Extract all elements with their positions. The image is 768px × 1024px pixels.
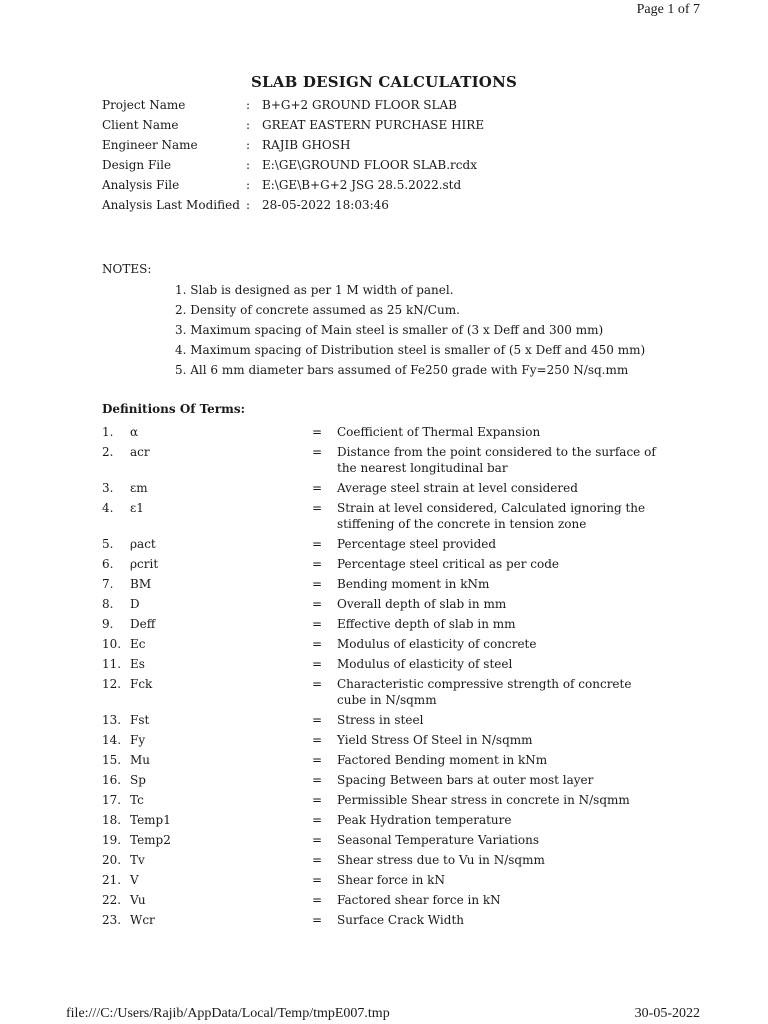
definition-row (102, 710, 662, 730)
definition-symbol: εm (130, 481, 148, 495)
definition-equals: = (312, 617, 323, 631)
document-title: SLAB DESIGN CALCULATIONS (250, 73, 518, 91)
definitions-list (102, 422, 662, 930)
definition-description: Permissible Shear stress in concrete in N/sqmm (337, 793, 630, 807)
definition-symbol: BM (130, 577, 152, 591)
definition-row (102, 554, 662, 574)
definition-symbol: Fst (130, 713, 150, 727)
definition-row (102, 870, 662, 890)
definition-symbol: Fy (130, 733, 146, 747)
meta-separator: : (246, 98, 251, 112)
definition-number: 14. (102, 733, 122, 747)
definition-description: Strain at level considered, Calculated ignoring the stiffening of the concrete in tension zone (337, 501, 646, 531)
definition-description: Spacing Between bars at outer most layer (337, 773, 594, 787)
meta-separator: : (246, 138, 251, 152)
definition-row (102, 674, 662, 710)
note-item: 2. Density of concrete assumed as 25 kN/Cum. (175, 303, 460, 317)
definition-number: 22. (102, 893, 122, 907)
definition-row (102, 422, 662, 442)
definition-symbol: acr (130, 445, 150, 459)
definition-symbol: α (130, 425, 139, 439)
meta-value: E:\GE\B+G+2 JSG 28.5.2022.std (262, 178, 462, 192)
definition-description: Surface Crack Width (337, 913, 464, 927)
definition-symbol: V (130, 873, 139, 887)
definition-equals: = (312, 753, 323, 767)
definition-symbol: Temp2 (130, 833, 171, 847)
definition-number: 6. (102, 557, 114, 571)
definition-description: Modulus of elasticity of steel (337, 657, 513, 671)
definition-number: 23. (102, 913, 122, 927)
definition-row (102, 478, 662, 498)
definition-symbol: Vu (130, 893, 146, 907)
definition-description: Bending moment in kNm (337, 577, 490, 591)
definition-symbol: Temp1 (130, 813, 171, 827)
meta-separator: : (246, 178, 251, 192)
definition-equals: = (312, 657, 323, 671)
definition-number: 18. (102, 813, 122, 827)
meta-separator: : (246, 158, 251, 172)
meta-separator: : (246, 118, 251, 132)
definition-row (102, 574, 662, 594)
meta-label: Design File (102, 158, 172, 172)
definition-symbol: Deff (130, 617, 156, 631)
definition-number: 8. (102, 597, 114, 611)
meta-row-engineer-name (102, 135, 484, 155)
page-number: Page 1 of 7 (636, 2, 700, 17)
definition-number: 15. (102, 753, 122, 767)
definition-number: 11. (102, 657, 122, 671)
definition-equals: = (312, 557, 323, 571)
definition-number: 7. (102, 577, 114, 591)
definition-symbol: ρact (130, 537, 156, 551)
definition-equals: = (312, 537, 323, 551)
definition-number: 2. (102, 445, 114, 459)
definition-row (102, 890, 662, 910)
definition-description: Characteristic compressive strength of concrete cube in N/sqmm (337, 677, 632, 707)
note-item: 4. Maximum spacing of Distribution steel is smaller of (5 x Deff and 450 mm) (175, 343, 646, 357)
definition-equals: = (312, 577, 323, 591)
definition-equals: = (312, 713, 323, 727)
meta-label: Engineer Name (102, 138, 198, 152)
definition-equals: = (312, 733, 323, 747)
definition-row (102, 910, 662, 930)
meta-label: Analysis File (102, 178, 180, 192)
definition-number: 19. (102, 833, 122, 847)
definition-equals: = (312, 637, 323, 651)
footer-date: 30-05-2022 (634, 1006, 700, 1021)
definition-description: Overall depth of slab in mm (337, 597, 507, 611)
meta-value: B+G+2 GROUND FLOOR SLAB (262, 98, 457, 112)
definition-number: 12. (102, 677, 122, 691)
definition-row (102, 730, 662, 750)
definition-row (102, 654, 662, 674)
meta-value: 28-05-2022 18:03:46 (262, 198, 389, 212)
definition-description: Factored shear force in kN (337, 893, 501, 907)
definition-equals: = (312, 597, 323, 611)
definition-equals: = (312, 501, 323, 515)
meta-value: E:\GE\GROUND FLOOR SLAB.rcdx (262, 158, 477, 172)
definition-row (102, 770, 662, 790)
definition-number: 1. (102, 425, 114, 439)
definition-number: 16. (102, 773, 122, 787)
definition-number: 3. (102, 481, 114, 495)
definition-description: Modulus of elasticity of concrete (337, 637, 537, 651)
meta-value: RAJIB GHOSH (262, 138, 351, 152)
definition-equals: = (312, 833, 323, 847)
definition-equals: = (312, 813, 323, 827)
definition-description: Factored Bending moment in kNm (337, 753, 548, 767)
definition-number: 9. (102, 617, 114, 631)
definition-number: 10. (102, 637, 122, 651)
definition-row (102, 614, 662, 634)
meta-row-analysis-file (102, 175, 484, 195)
definition-symbol: Wcr (130, 913, 155, 927)
definition-number: 17. (102, 793, 122, 807)
definition-row (102, 534, 662, 554)
definition-description: Yield Stress Of Steel in N/sqmm (337, 733, 533, 747)
meta-value: GREAT EASTERN PURCHASE HIRE (262, 118, 485, 132)
definition-symbol: Ec (130, 637, 146, 651)
footer-file-path: file:///C:/Users/Rajib/AppData/Local/Temp/tmpE007.tmp (66, 1006, 390, 1021)
definition-equals: = (312, 773, 323, 787)
definition-description: Percentage steel provided (337, 537, 497, 551)
definition-description: Coefficient of Thermal Expansion (337, 425, 541, 439)
note-item: 3. Maximum spacing of Main steel is smaller of (3 x Deff and 300 mm) (175, 323, 604, 337)
definition-equals: = (312, 677, 323, 691)
meta-row-project-name (102, 95, 484, 115)
definition-number: 5. (102, 537, 114, 551)
note-item: 5. All 6 mm diameter bars assumed of Fe250 grade with Fy=250 N/sq.mm (175, 363, 629, 377)
definition-symbol: ε1 (130, 501, 144, 515)
definition-equals: = (312, 445, 323, 459)
definition-row (102, 790, 662, 810)
definition-row (102, 850, 662, 870)
definition-description: Distance from the point considered to the surface of the nearest longitudinal bar (337, 445, 656, 475)
definition-number: 13. (102, 713, 122, 727)
definition-description: Peak Hydration temperature (337, 813, 512, 827)
definition-row (102, 498, 662, 534)
notes-heading: NOTES: (102, 262, 152, 276)
meta-label: Project Name (102, 98, 186, 112)
definition-row (102, 750, 662, 770)
meta-label: Analysis Last Modified (102, 198, 240, 212)
definition-equals: = (312, 853, 323, 867)
definition-description: Effective depth of slab in mm (337, 617, 516, 631)
definition-equals: = (312, 425, 323, 439)
definition-equals: = (312, 793, 323, 807)
definitions-heading: Definitions Of Terms: (102, 402, 245, 416)
definition-symbol: Mu (130, 753, 151, 767)
definition-number: 4. (102, 501, 114, 515)
meta-row-client-name (102, 115, 484, 135)
definition-symbol: Fck (130, 677, 153, 691)
definition-row (102, 634, 662, 654)
definition-symbol: Tv (130, 853, 145, 867)
definition-description: Stress in steel (337, 713, 424, 727)
project-meta (102, 95, 484, 215)
definition-row (102, 594, 662, 614)
definition-symbol: Sp (130, 773, 146, 787)
definition-description: Percentage steel critical as per code (337, 557, 560, 571)
definition-description: Average steel strain at level considered (337, 481, 578, 495)
definition-symbol: Tc (130, 793, 144, 807)
definition-number: 21. (102, 873, 122, 887)
definition-row (102, 830, 662, 850)
note-item: 1. Slab is designed as per 1 M width of panel. (175, 283, 454, 297)
definition-symbol: D (130, 597, 140, 611)
definition-row (102, 810, 662, 830)
definition-row (102, 442, 662, 478)
definition-description: Shear force in kN (337, 873, 445, 887)
meta-row-analysis-last-modified (102, 195, 484, 215)
definition-equals: = (312, 893, 323, 907)
meta-row-design-file (102, 155, 484, 175)
notes-list (175, 280, 645, 380)
definition-description: Seasonal Temperature Variations (337, 833, 540, 847)
definition-symbol: ρcrit (130, 557, 159, 571)
definition-equals: = (312, 481, 323, 495)
definition-equals: = (312, 873, 323, 887)
meta-label: Client Name (102, 118, 179, 132)
definition-number: 20. (102, 853, 122, 867)
definition-equals: = (312, 913, 323, 927)
meta-separator: : (246, 198, 251, 212)
definition-description: Shear stress due to Vu in N/sqmm (337, 853, 545, 867)
definition-symbol: Es (130, 657, 145, 671)
